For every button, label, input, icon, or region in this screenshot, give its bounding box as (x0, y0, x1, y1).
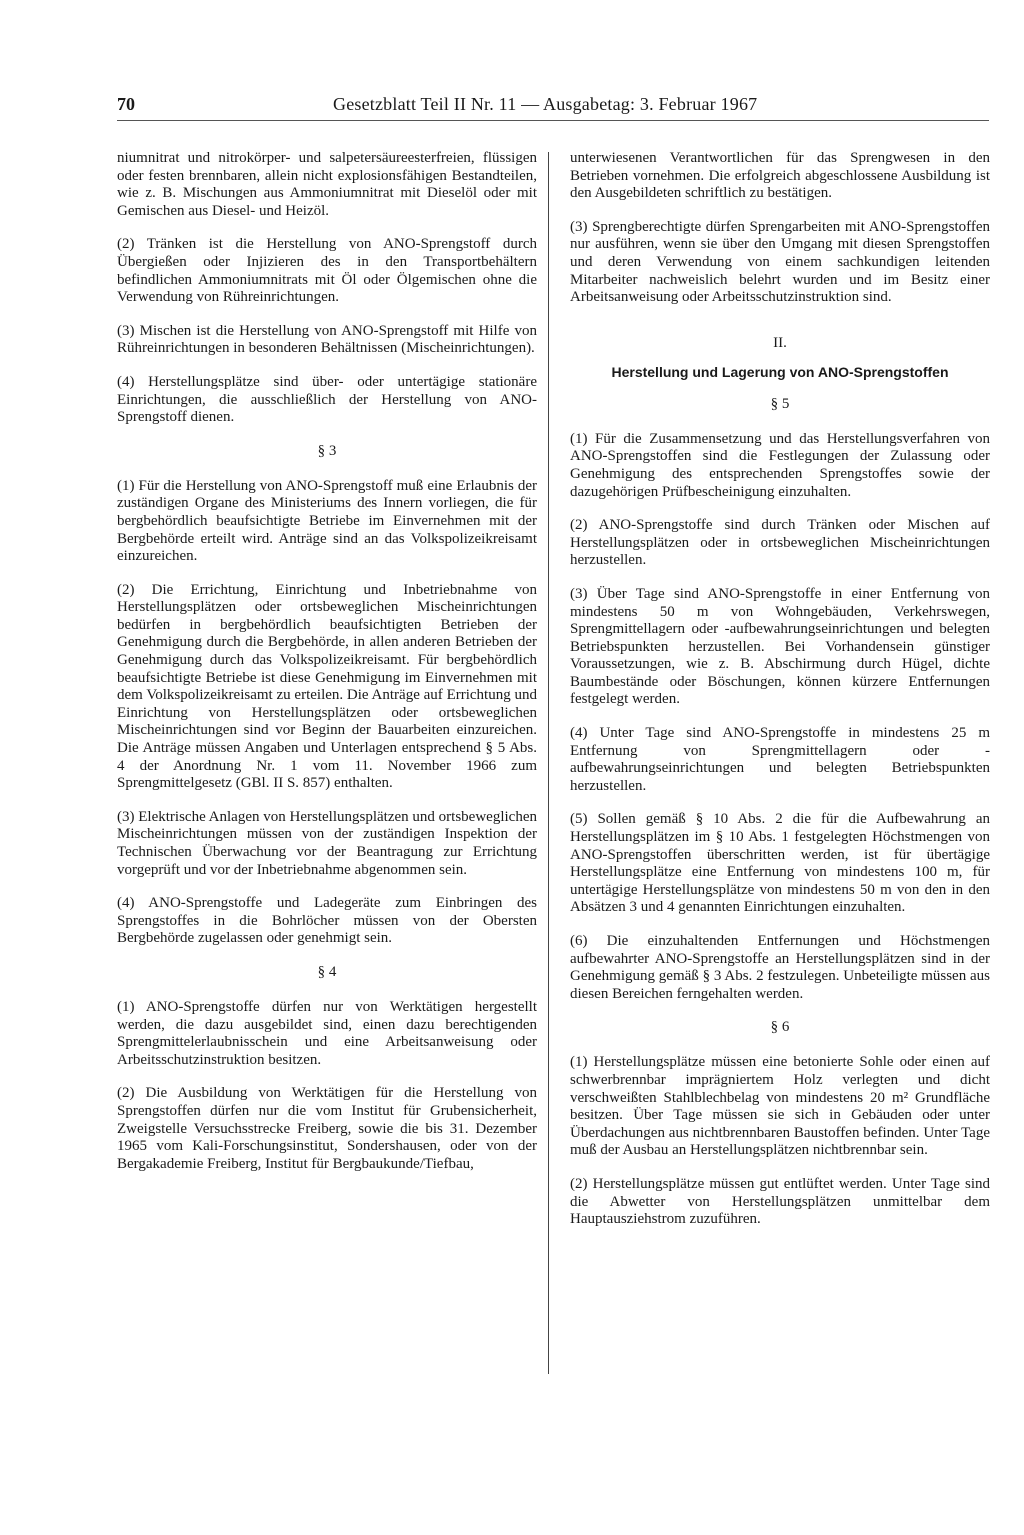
chapter-title: Herstellung und Lagerung von ANO-Sprengstoffen (611, 363, 949, 380)
left-paragraph: (3) Elektrische Anlagen von Herstellungsplätzen und ortsbeweglichen Mischeinrichtungen müssen von der zuständigen Inspektion der Technischen Überwachung vor der Beantragung zur Errichtung vorgeprüft und vor der Inbetriebnahme abgenommen sein. (117, 808, 537, 878)
section-heading: § 3 (317, 442, 337, 459)
section-heading: § 6 (770, 1019, 790, 1036)
header-rule (117, 120, 989, 121)
right-paragraph: (3) Sprengberechtigte dürfen Sprengarbeiten mit ANO-Sprengstoffen nur ausführen, wenn sie über den Umgang mit diesen Sprengstoffen und deren Verwendung von einem sachkundigen leitenden Mitarbeiter nachweislich belehrt wurden und im Besitz einer Arbeitsanweisung oder Arbeitsschutzinstruktion sind. (570, 218, 990, 306)
left-paragraph: (1) Für die Herstellung von ANO-Sprengstoff muß eine Erlaubnis der zuständigen Organe des Ministeriums des Innern vorliegen, die für bergbehördlich beaufsichtigte Betriebe im Einvernehmen mit der Bergbehörde erteilt wird. Anträge sind an das Volkspolizeikreisamt einzureichen. (117, 477, 537, 565)
right-paragraph: (3) Über Tage sind ANO-Sprengstoffe in einer Entfernung von mindestens 50 m von Wohngebäuden, Verkehrswegen, Sprengmittellagern oder -aufbewahrungseinrichtungen und belegten Betriebspunkten herzustellen. Bei Vorhandensein günstiger Voraussetzungen, wie z. B. Abschirmung durch Hügel, dichte Baumbestände oder Böschungen, können kürzere Entfernungen festgelegt werden. (570, 585, 990, 708)
section-heading: § 5 (770, 395, 790, 412)
page-number: 70 (117, 94, 135, 114)
chapter-number: II. (773, 334, 787, 351)
left-paragraph: niumnitrat und nitrokörper- und salpetersäureesterfreien, flüssigen oder festen brennbaren, allein nicht explosionsfähigen Bestandteilen, wie z. B. Mischungen aus Ammoniumnitrat mit Dieselöl oder mit Gemischen aus Diesel- und Heizöl. (117, 150, 537, 219)
right-paragraph: (5) Sollen gemäß § 10 Abs. 2 die für die Aufbewahrung an Herstellungsplätzen im § 10 Abs. 1 festgelegten Höchstmengen von ANO-Sprengstoffen überschritten werden, ist für übertägige Herstellungsplätze eine Entfernung von mindestens 100 m, für untertägige Herstellungsplätze von mindestens 50 m von den in den Absätzen 3 und 4 genannten Einrichtungen einzuhalten. (570, 811, 990, 916)
left-column (117, 150, 537, 1189)
right-paragraph: (1) Für die Zusammensetzung und das Herstellungsverfahren von ANO-Sprengstoffen sind die Festlegungen der Zulassung oder Genehmigung des entsprechenden Sprengstoffes sowie der dazugehörigen Prüfbescheinigung einzuhalten. (570, 430, 990, 500)
right-paragraph: (1) Herstellungsplätze müssen eine betonierte Sohle oder einen auf schwerbrennbar imprägniertem Holz verlegten und dicht verschweißten Stahlblechbelag von mindestens 20 m² Grundfläche besitzen. Über Tage müssen sie sich in Gebäuden oder unter Überdachungen aus nichtbrennbaren Baustoffen befinden. Unter Tage muß der Ausbau an Herstellungsplätzen nichtbrennbar sein. (570, 1054, 990, 1159)
right-column (570, 150, 990, 1245)
left-paragraph: (4) Herstellungsplätze sind über- oder untertägige stationäre Einrichtungen, die ausschließlich der Herstellung von ANO-Sprengstoff dienen. (117, 373, 537, 426)
left-paragraph: (2) Die Ausbildung von Werktätigen für die Herstellung von Sprengstoffen dürfen nur die vom Institut für Grubensicherheit, Zweigstelle Versuchsstrecke Freiberg, sowie die bis 31. Dezember 1965 vom Kali-Forschungsinstitut, Sondershausen, oder von der Bergakademie Freiberg, Institut für Bergbaukunde/Tiefbau, (117, 1085, 537, 1172)
section-heading: § 4 (317, 963, 337, 980)
right-paragraph: (6) Die einzuhaltenden Entfernungen und Höchstmengen aufbewahrter ANO-Sprengstoffe an Herstellungsplätzen sind in der Genehmigung gemäß § 3 Abs. 2 festzulegen. Unbeteiligte müssen aus diesen Bereichen ferngehalten werden. (570, 933, 990, 1002)
right-paragraph: unterwiesenen Verantwortlichen für das Sprengwesen in den Betrieben vornehmen. Die erfolgreich abgeschlossene Ausbildung ist den Ausgebildeten schriftlich zu bestätigen. (570, 150, 990, 202)
left-paragraph: (2) Tränken ist die Herstellung von ANO-Sprengstoff durch Übergießen oder Injizieren des in den Transportbehältern befindlichen Ammoniumnitrats mit Öl oder Ölgemischen ohne die Verwendung von Rühreinrichtungen. (117, 236, 537, 306)
left-paragraph: (1) ANO-Sprengstoffe dürfen nur von Werktätigen hergestellt werden, die dazu ausgebildet sind, einen dazu berechtigenden Sprengmittelerlaubnisschein und eine Arbeitsanweisung oder Arbeitsschutzinstruktion besitzen. (117, 998, 537, 1068)
left-paragraph: (3) Mischen ist die Herstellung von ANO-Sprengstoff mit Hilfe von Rühreinrichtungen in besonderen Behältnissen (Mischeinrichtungen). (117, 322, 537, 357)
left-paragraph: (4) ANO-Sprengstoffe und Ladegeräte zum Einbringen des Sprengstoffes in die Bohrlöcher müssen von der Obersten Bergbehörde zugelassen oder genehmigt sein. (117, 895, 537, 947)
right-paragraph: (4) Unter Tage sind ANO-Sprengstoffe in mindestens 25 m Entfernung von Sprengmittellagern oder -aufbewahrungseinrichtungen und belegten Betriebspunkten herzustellen. (570, 725, 990, 794)
right-paragraph: (2) ANO-Sprengstoffe sind durch Tränken oder Mischen auf Herstellungsplätzen oder in ortsbeweglichen Mischeinrichtungen herzustellen. (570, 517, 990, 569)
column-divider (548, 152, 549, 1374)
left-paragraph: (2) Die Errichtung, Einrichtung und Inbetriebnahme von Herstellungsplätzen oder ortsbeweglichen Mischeinrichtungen bedürfen in bergbehördlich beaufsichtigten Betrieben der Genehmigung durch die Bergbehörde, in allen anderen Betrieben der Genehmigung durch das Volkspolizeikreisamt. Für bergbehördlich beaufsichtigte Betriebe ist diese Genehmigung im Einvernehmen mit dem Volkspolizeikreisamt zu erteilen. Die Anträge auf Errichtung und Einrichtung von Herstellungsplätzen oder ortsbeweglichen Mischeinrichtungen sind vor Beginn der Bauarbeiten einzureichen. Die Anträge müssen Angaben und Unterlagen entsprechend § 5 Abs. 4 der Anordnung Nr. 1 vom 11. November 1966 zum Sprengmittelgesetz (GBl. II S. 857) enthalten. (117, 581, 537, 792)
running-header: Gesetzblatt Teil II Nr. 11 — Ausgabetag: 3. Februar 1967 (333, 94, 758, 114)
right-paragraph: (2) Herstellungsplätze müssen gut entlüftet werden. Unter Tage sind die Abwetter von Herstellungsplätzen unmittelbar dem Hauptausziehstrom zuzuführen. (570, 1175, 990, 1228)
